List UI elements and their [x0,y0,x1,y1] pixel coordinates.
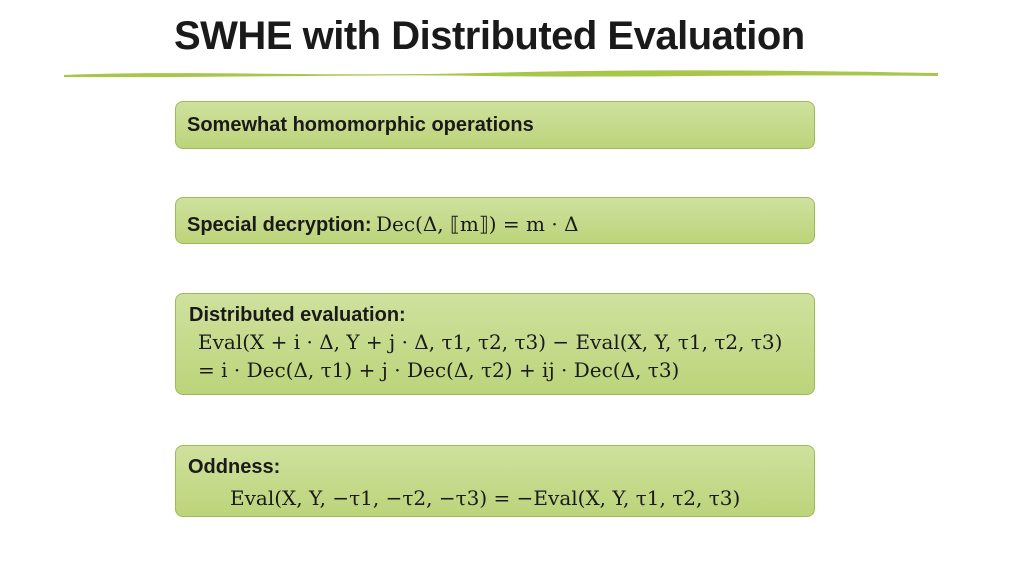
special-decryption-line [187,209,814,242]
decryption-formula: Dec(Δ, ⟦m⟧) = m · Δ [375,212,579,236]
slide-title: SWHE with Distributed Evaluation [174,14,805,58]
title-underline [62,66,942,80]
distributed-formula-line-2: = i · Dec(Δ, τ1) + j · Dec(Δ, τ2) + ij · Dec(Δ, τ3) [198,358,680,382]
distributed-evaluation-box [175,293,815,395]
distributed-evaluation-label: Distributed evaluation: [189,304,406,326]
oddness-formula: Eval(X, Y, −τ1, −τ2, −τ3) = −Eval(X, Y, τ1, τ2, τ3) [230,486,741,510]
distributed-formula-line-1: Eval(X + i · Δ, Y + j · Δ, τ1, τ2, τ3) − Eval(X, Y, τ1, τ2, τ3) [198,330,783,354]
special-decryption-box [175,197,815,244]
homomorphic-operations-box [175,101,815,149]
homomorphic-operations-label: Somewhat homomorphic operations [187,114,534,136]
oddness-box [175,445,815,517]
special-decryption-label: Special decryption: [187,214,372,236]
oddness-label: Oddness: [188,456,281,478]
